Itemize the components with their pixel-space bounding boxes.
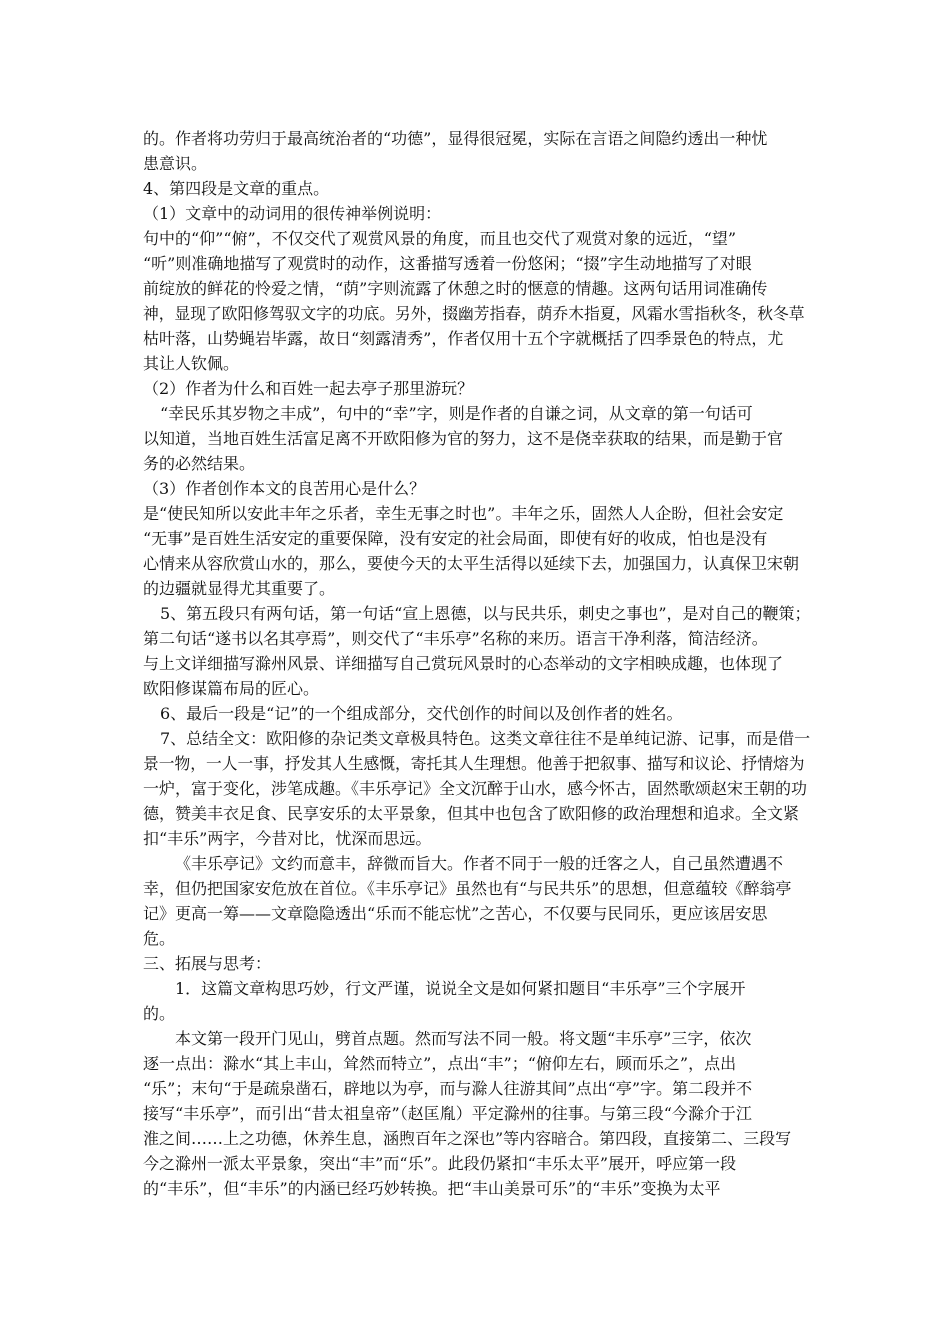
text-line: 德，赞美丰衣足食、民享安乐的太平景象，但其中也包含了欧阳修的政治理想和追求。全文紧	[143, 804, 800, 823]
text-line: 是“使民知所以安此丰年之乐者，幸生无事之时也”。丰年之乐，固然人人企盼，但社会安定	[143, 504, 784, 523]
text-line: 与上文详细描写滁州风景、详细描写自己赏玩风景时的心态举动的文字相映成趣，也体现了	[143, 654, 784, 673]
text-line: 一炉，富于变化，涉笔成趣。《丰乐亭记》全文沉醉于山水，感今怀古，固然歌颂赵宋王朝的功	[143, 779, 808, 798]
text-line: “无事”是百姓生活安定的重要保障，没有安定的社会局面，即使有好的收成，怕也是没有	[143, 529, 768, 548]
text-line: 景一物，一人一事，抒发其人生感慨，寄托其人生理想。他善于把叙事、描写和议论、抒情熔为	[143, 754, 805, 773]
text-line: 幸，但仍把国家安危放在首位。《丰乐亭记》虽然也有“与民共乐”的思想，但意蕴较《醉翁亭	[143, 879, 792, 898]
text-line: 患意识。	[143, 154, 208, 173]
text-line: 第二句话“遂书以名其亭焉”，则交代了“丰乐亭”名称的来历。语言干净利落，简洁经济。	[143, 629, 768, 648]
text-line: 本文第一段开门见山，劈首点题。然而写法不同一般。将文题“丰乐亭”三字，依次	[175, 1029, 752, 1048]
text-line: “幸民乐其岁物之丰成”，句中的“幸”字，则是作者的自谦之词，从文章的第一句话可	[160, 404, 753, 423]
text-line: 三、拓展与思考：	[143, 954, 272, 973]
text-line: 《丰乐亭记》文约而意丰，辞微而旨大。作者不同于一般的迁客之人，自己虽然遭遇不	[175, 854, 784, 873]
text-line: 今之滁州一派太平景象，突出“丰”而“乐”。此段仍紧扣“丰乐太平”展开，呼应第一段	[143, 1154, 737, 1173]
text-line: 记》更高一筹——文章隐隐透出“乐而不能忘忧”之苦心，不仅要与民同乐，更应该居安思	[143, 904, 768, 923]
text-line: 6、最后一段是“记”的一个组成部分，交代创作的时间以及创作者的姓名。	[160, 704, 683, 723]
text-line: 神，显现了欧阳修驾驭文字的功底。另外，掇幽芳指春，荫乔木指夏，风霜水雪指秋冬，秋冬草	[143, 304, 805, 323]
text-line: 前绽放的鲜花的怜爱之情，“荫”字则流露了休憩之时的惬意的情趣。这两句话用词准确传	[143, 279, 768, 298]
text-line: 其让人钦佩。	[143, 354, 240, 373]
text-line: 7、总结全文：欧阳修的杂记类文章极具特色。这类文章往往不是单纯记游、记事，而是借一	[160, 729, 811, 748]
text-line: 的。	[143, 1004, 176, 1023]
text-line: 的。作者将功劳归于最高统治者的“功德”，显得很冠冕，实际在言语之间隐约透出一种忧	[143, 129, 768, 148]
text-line: 的边疆就显得尤其重要了。	[143, 579, 336, 598]
text-line: 扣“丰乐”两字，今昔对比，忧深而思远。	[143, 829, 432, 848]
text-line: 枯叶落，山势蝇岩毕露，故日“刻露清秀”，作者仅用十五个字就概括了四季景色的特点，尤	[143, 329, 784, 348]
text-line: 的“丰乐”，但“丰乐”的内涵已经巧妙转换。把“丰山美景可乐”的“丰乐”变换为太平	[143, 1179, 721, 1198]
text-line: “乐”；末句“于是疏泉凿石，辟地以为亭，而与滁人往游其间”点出“亭”字。第二段并不	[143, 1079, 753, 1098]
text-line: 欧阳修谋篇布局的匠心。	[143, 679, 320, 698]
text-line: （1）文章中的动词用的很传神举例说明：	[143, 204, 442, 223]
text-line: 务的必然结果。	[143, 454, 256, 473]
text-line: 接写“丰乐亭”，而引出“昔太祖皇帝”（赵匡胤）平定滁州的往事。与第三段“今滁介于江	[143, 1104, 752, 1123]
text-line: （3）作者创作本文的良苦用心是什么？	[143, 479, 426, 498]
text-line: 淮之间……上之功德，休养生息，涵煦百年之深也”等内容暗合。第四段，直接第二、三段写	[143, 1129, 792, 1148]
text-line: 心情来从容欣赏山水的，那么，要使今天的太平生活得以延续下去，加强国力，认真保卫宋朝	[143, 554, 800, 573]
text-line: 5、第五段只有两句话，第一句话“宣上恩德，以与民共乐，刺史之事也”，是对自己的鞭策；	[160, 604, 811, 623]
text-line: 危。	[143, 929, 176, 948]
text-line: 4、第四段是文章的重点。	[143, 179, 330, 198]
text-line: 1．这篇文章构思巧妙，行文严谨，说说全文是如何紧扣题目“丰乐亭”三个字展开	[175, 979, 746, 998]
text-line: 以知道，当地百姓生活富足离不开欧阳修为官的努力，这不是侥幸获取的结果，而是勤于官	[143, 429, 784, 448]
text-line: “听”则准确地描写了观赏时的动作，这番描写透着一份悠闲；“掇”字生动地描写了对眼	[143, 254, 752, 273]
text-line: （2）作者为什么和百姓一起去亭子那里游玩？	[143, 379, 474, 398]
text-line: 逐一点出：滁水“其上丰山，耸然而特立”，点出“丰”；“俯仰左右，顾而乐之”，点出	[143, 1054, 737, 1073]
text-line: 句中的“仰”“俯”，不仅交代了观赏风景的角度，而且也交代了观赏对象的远近，“望”	[143, 229, 737, 248]
